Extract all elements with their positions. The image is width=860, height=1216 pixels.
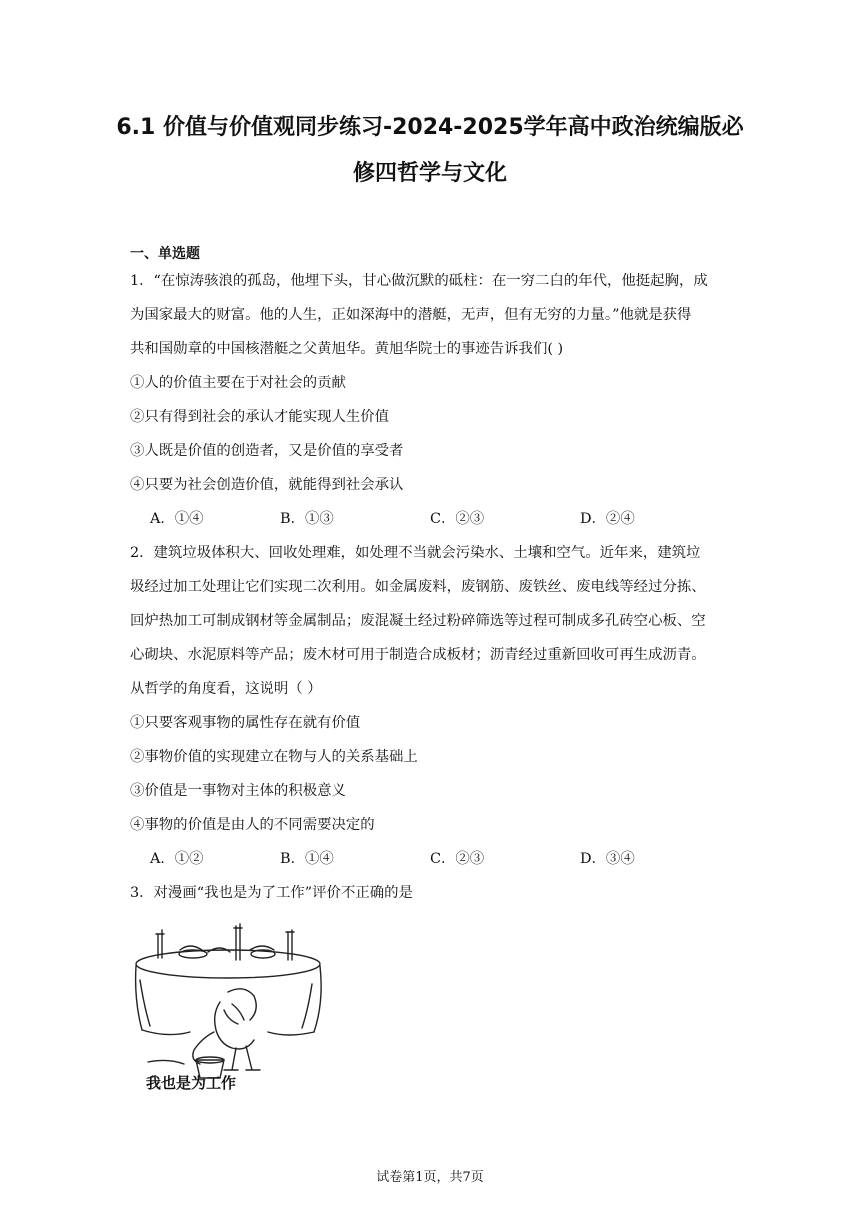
q1-statement: ③人既是价值的创造者，又是价值的享受者 [130, 443, 404, 459]
q1-option-c[interactable]: C．②③ [430, 511, 485, 527]
q2-statement: ①只要客观事物的属性存在就有价值 [130, 715, 361, 731]
q2-statement: ④事物的价值是由人的不同需要决定的 [130, 817, 375, 833]
q2-option-d[interactable]: D．③④ [580, 851, 635, 867]
cartoon-caption: 我也是为工作 [146, 1074, 237, 1092]
document-title-line1: 6.1 价值与价值观同步练习-2024-2025学年高中政治统编版必 [116, 115, 744, 140]
q2-option-b[interactable]: B．①④ [280, 851, 334, 867]
cartoon-illustration [128, 920, 328, 1095]
q2-stem-line: 2．建筑垃圾体积大、回收处理难，如处理不当就会污染水、土壤和空气。近年来，建筑垃 [130, 545, 701, 561]
q2-stem-line: 从哲学的角度看，这说明（ ） [130, 681, 322, 697]
q2-stem-line: 回炉热加工可制成钢材等金属制品；废混凝土经过粉碎筛选等过程可制成多孔砖空心板、空 [130, 613, 706, 629]
q3-stem-line: 3．对漫画“我也是为了工作”评价不正确的是 [130, 885, 413, 901]
document-title-line2: 修四哲学与文化 [352, 161, 507, 186]
q1-statement: ④只要为社会创造价值，就能得到社会承认 [130, 477, 404, 493]
q2-option-c[interactable]: C．②③ [430, 851, 485, 867]
q1-option-a[interactable]: A．①④ [150, 511, 204, 527]
section-heading: 一、单选题 [130, 246, 200, 262]
q1-stem-line: 共和国勋章的中国核潜艇之父黄旭华。黄旭华院士的事迹告诉我们( ) [130, 341, 564, 357]
q1-option-b[interactable]: B．①③ [280, 511, 334, 527]
q1-option-d[interactable]: D．②④ [580, 511, 635, 527]
page-footer: 试卷第1页，共7页 [376, 1170, 484, 1185]
q1-statement: ②只有得到社会的承认才能实现人生价值 [130, 409, 390, 425]
q2-stem-line: 圾经过加工处理让它们实现二次利用。如金属废料，废钢筋、废铁丝、废电线等经过分拣、 [130, 579, 706, 595]
q1-stem-line: 1．“在惊涛骇浪的孤岛，他埋下头，甘心做沉默的砥柱：在一穷二白的年代，他挺起胸，成 [130, 273, 708, 289]
q2-stem-line: 心砌块、水泥原料等产品；废木材可用于制造合成板材；沥青经过重新回收可再生成沥青。 [130, 647, 706, 663]
q2-statement: ③价值是一事物对主体的积极意义 [130, 783, 346, 799]
q1-stem-line: 为国家最大的财富。他的人生，正如深海中的潜艇，无声，但有无穷的力量。”他就是获得 [130, 307, 692, 323]
q2-statement: ②事物价值的实现建立在物与人的关系基础上 [130, 749, 418, 765]
q2-option-a[interactable]: A．①② [150, 851, 204, 867]
q1-statement: ①人的价值主要在于对社会的贡献 [130, 375, 346, 391]
